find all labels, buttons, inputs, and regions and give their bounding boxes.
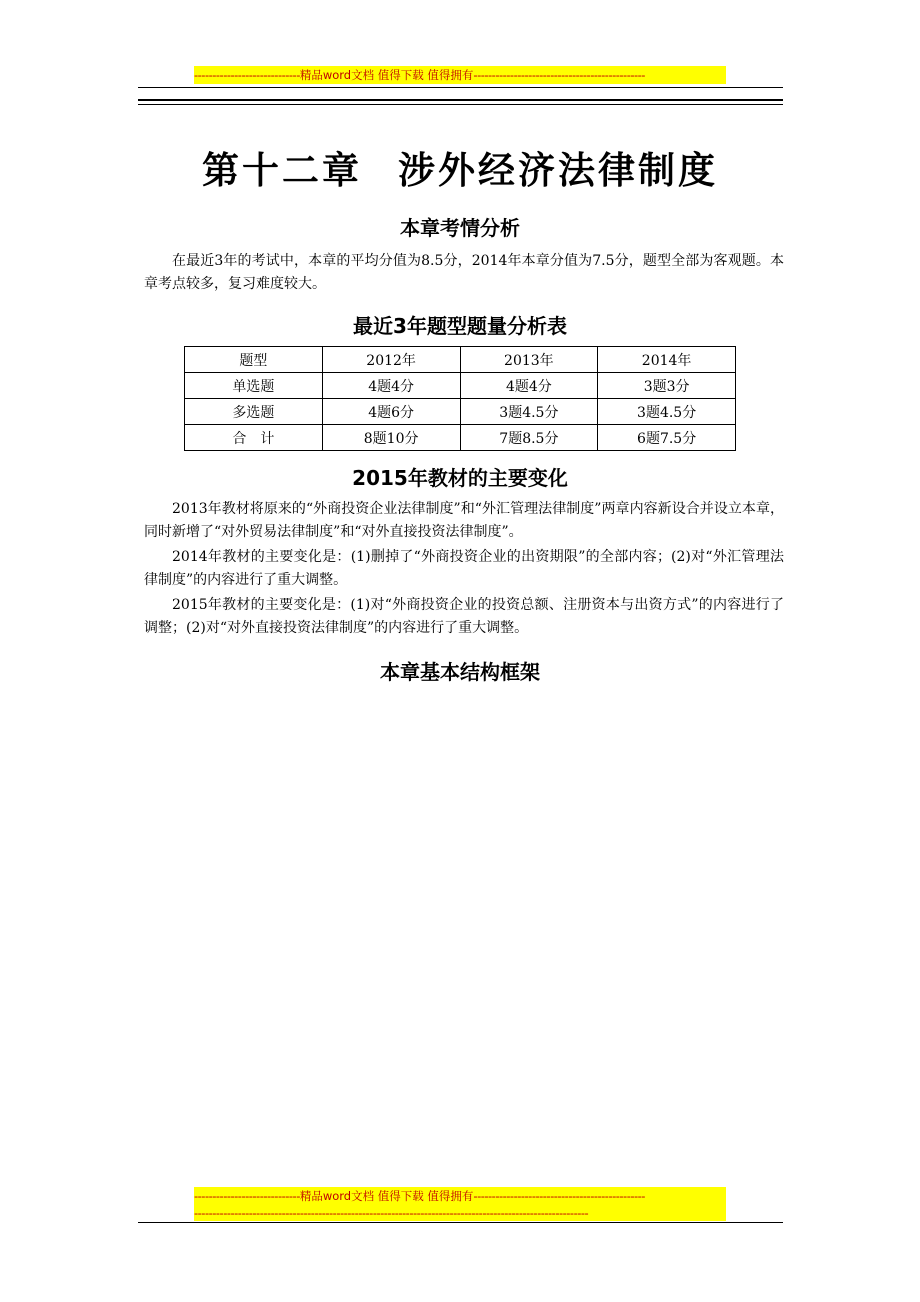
- header-rule-thick: [138, 99, 783, 101]
- header-banner: [194, 66, 726, 84]
- table-row: [185, 399, 736, 425]
- table-header-row: [185, 347, 736, 373]
- footer-banner-left-dashes: -----------------------------: [194, 1189, 300, 1203]
- table-cell: 7题8.5分: [460, 425, 598, 451]
- table-cell: 4题4分: [460, 373, 598, 399]
- table-header-cell: 2013年: [460, 347, 598, 373]
- footer-banner-text: 精品word文档 值得下载 值得拥有: [299, 1189, 474, 1203]
- header-banner-text: 精品word文档 值得下载 值得拥有: [299, 68, 474, 82]
- table-cell: 3题4.5分: [460, 399, 598, 425]
- table-cell: 多选题: [185, 399, 323, 425]
- table-cell: 3题3分: [598, 373, 736, 399]
- table-header-cell: 题型: [185, 347, 323, 373]
- structure-heading: 本章基本结构框架: [380, 660, 540, 684]
- header-banner-left-dashes: -----------------------------: [194, 68, 300, 82]
- table-heading: 最近3年题型题量分析表: [353, 314, 567, 338]
- table-header-cell: 2014年: [598, 347, 736, 373]
- table-cell: 单选题: [185, 373, 323, 399]
- chapter-name: 涉外经济法律制度: [398, 148, 718, 192]
- table-cell: 4题6分: [322, 399, 460, 425]
- table-header-cell: 2012年: [322, 347, 460, 373]
- question-analysis-table: [184, 346, 736, 451]
- analysis-paragraph: 在最近3年的考试中，本章的平均分值为8.5分，2014年本章分值为7.5分，题型全部为客观题。本章考点较多，复习难度较大。: [144, 253, 784, 292]
- footer-banner-dashes: ------------------------------------------------------------------------------------------------------------: [194, 1206, 589, 1220]
- footer-banner-right-dashes: -----------------------------------------------: [473, 1189, 645, 1203]
- table-cell: 3题4.5分: [598, 399, 736, 425]
- chapter-title: [0, 140, 920, 194]
- changes-paragraph-3: 2015年教材的主要变化是：(1)对“外商投资企业的投资总额、注册资本与出资方式”的内容进行了调整；(2)对“对外直接投资法律制度”的内容进行了重大调整。: [144, 597, 784, 636]
- changes-heading: 2015年教材的主要变化: [352, 466, 568, 490]
- table-row: [185, 425, 736, 451]
- header-rule-thin: [138, 87, 783, 88]
- header-banner-right-dashes: -----------------------------------------------: [473, 68, 645, 82]
- footer-banner: [194, 1187, 726, 1205]
- header-rule-second: [138, 104, 783, 105]
- table-cell: 4题4分: [322, 373, 460, 399]
- changes-paragraph-2: 2014年教材的主要变化是：(1)删掉了“外商投资企业的出资期限”的全部内容；(2)对“外汇管理法律制度”的内容进行了重大调整。: [144, 549, 784, 588]
- changes-paragraph-1: 2013年教材将原来的“外商投资企业法律制度”和“外汇管理法律制度”两章内容新设合并设立本章，同时新增了“对外贸易法律制度”和“对外直接投资法律制度”。: [144, 501, 784, 540]
- chapter-number: 第十二章: [202, 148, 362, 192]
- analysis-heading: 本章考情分析: [400, 216, 520, 240]
- table-row: [185, 373, 736, 399]
- table-cell: 8题10分: [322, 425, 460, 451]
- footer-banner-line2: [194, 1205, 726, 1221]
- footer-rule: [138, 1222, 783, 1223]
- table-cell: 6题7.5分: [598, 425, 736, 451]
- table-cell: 合 计: [185, 425, 323, 451]
